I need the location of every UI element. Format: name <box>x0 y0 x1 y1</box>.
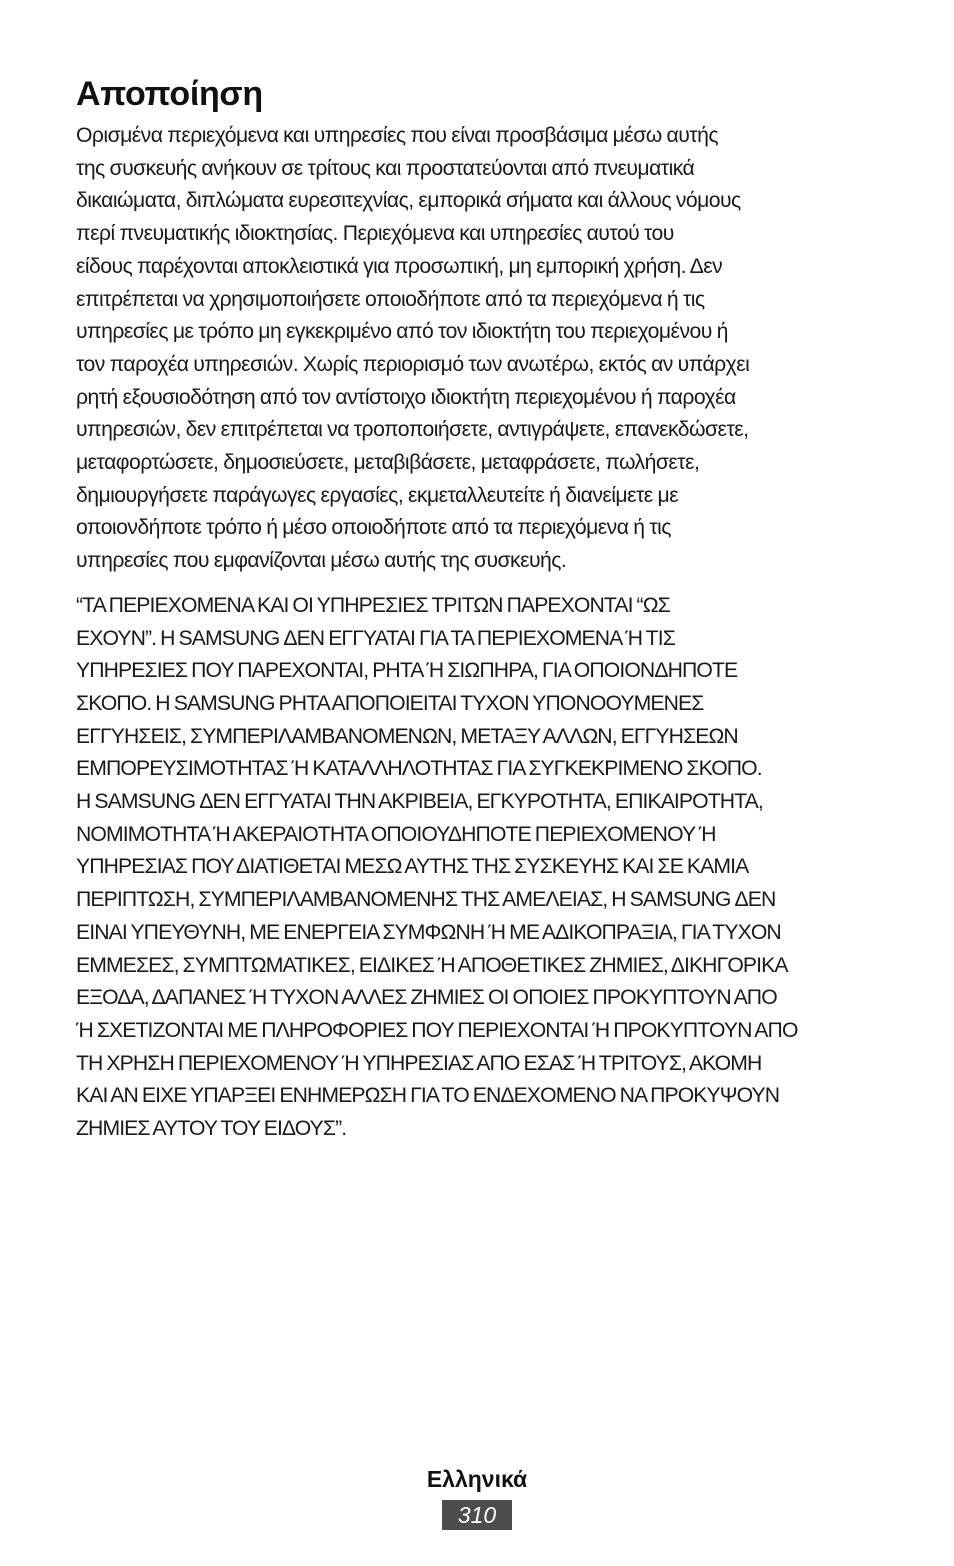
text-line: Ορισμένα περιεχόμενα και υπηρεσίες που είναι προσβάσιμα μέσω αυτής <box>76 124 718 147</box>
text-line: δικαιώματα, διπλώματα ευρεσιτεχνίας, εμπορικά σήματα και άλλους νόμους <box>76 189 741 213</box>
text-line: υπηρεσιών, δεν επιτρέπεται να τροποποιήσετε, αντιγράψετε, επανεκδώσετε, <box>76 418 749 442</box>
text-line: ΕΧΟΥΝ”. Η SAMSUNG ΔΕΝ ΕΓΓΥΑΤΑΙ ΓΙΑ ΤΑ ΠΕΡΙΕΧΟΜΕΝΑ Ή ΤΙΣ <box>76 626 675 650</box>
text-line: Ή ΣΧΕΤΙΖΟΝΤΑΙ ΜΕ ΠΛΗΡΟΦΟΡΙΕΣ ΠΟΥ ΠΕΡΙΕΧΟΝΤΑΙ Ή ΠΡΟΚΥΠΤΟΥΝ ΑΠΟ <box>76 1018 798 1042</box>
text-line: ΤΗ ΧΡΗΣΗ ΠΕΡΙΕΧΟΜΕΝΟΥ Ή ΥΠΗΡΕΣΙΑΣ ΑΠΟ ΕΣΑΣ Ή ΤΡΙΤΟΥΣ, ΑΚΟΜΗ <box>76 1051 762 1075</box>
text-line: υπηρεσίες που εμφανίζονται μέσω αυτής της συσκευής. <box>76 549 567 573</box>
paragraph-intro <box>76 120 886 578</box>
text-line: ΕΜΠΟΡΕΥΣΙΜΟΤΗΤΑΣ Ή ΚΑΤΑΛΛΗΛΟΤΗΤΑΣ ΓΙΑ ΣΥΓΚΕΚΡΙΜΕΝΟ ΣΚΟΠΟ. <box>76 757 762 781</box>
text-line: Η SAMSUNG ΔΕΝ ΕΓΓΥΑΤΑΙ ΤΗΝ ΑΚΡΙΒΕΙΑ, ΕΓΚΥΡΟΤΗΤΑ, ΕΠΙΚΑΙΡΟΤΗΤΑ, <box>76 790 763 814</box>
page-title: Αποποίηση <box>76 75 263 113</box>
page-footer <box>0 1462 954 1530</box>
text-line: ΚΑΙ ΑΝ ΕΙΧΕ ΥΠΑΡΞΕΙ ΕΝΗΜΕΡΩΣΗ ΓΙΑ ΤΟ ΕΝΔΕΧΟΜΕΝΟ ΝΑ ΠΡΟΚΥΨΟΥΝ <box>76 1084 780 1108</box>
paragraph-disclaimer-caps <box>76 590 886 1146</box>
text-line: είδους παρέχονται αποκλειστικά για προσωπική, μη εμπορική χρήση. Δεν <box>76 254 723 278</box>
text-line: της συσκευής ανήκουν σε τρίτους και προστατεύονται από πνευματικά <box>76 156 695 180</box>
text-line: δημιουργήσετε παράγωγες εργασίες, εκμεταλλευτείτε ή διανείμετε με <box>76 483 679 507</box>
text-line: ΖΗΜΙΕΣ ΑΥΤΟΥ ΤΟΥ ΕΙΔΟΥΣ”. <box>76 1117 347 1141</box>
text-line: ΕΙΝΑΙ ΥΠΕΥΘΥΝΗ, ΜΕ ΕΝΕΡΓΕΙΑ ΣΥΜΦΩΝΗ Ή ΜΕ ΑΔΙΚΟΠΡΑΞΙΑ, ΓΙΑ ΤΥΧΟΝ <box>76 920 781 944</box>
footer-language-label: Ελληνικά <box>426 1466 528 1492</box>
text-line: ρητή εξουσιοδότηση από τον αντίστοιχο ιδιοκτήτη περιεχομένου ή παροχέα <box>76 385 736 409</box>
text-line: ΕΞΟΔΑ, ΔΑΠΑΝΕΣ Ή ΤΥΧΟΝ ΑΛΛΕΣ ΖΗΜΙΕΣ ΟΙ ΟΠΟΙΕΣ ΠΡΟΚΥΠΤΟΥΝ ΑΠΟ <box>76 986 777 1010</box>
text-line: υπηρεσίες με τρόπο μη εγκεκριμένο από τον ιδιοκτήτη του περιεχομένου ή <box>76 320 728 344</box>
text-line: ΥΠΗΡΕΣΙΑΣ ΠΟΥ ΔΙΑΤΙΘΕΤΑΙ ΜΕΣΩ ΑΥΤΗΣ ΤΗΣ ΣΥΣΚΕΥΗΣ ΚΑΙ ΣΕ ΚΑΜΙΑ <box>76 855 749 879</box>
page-number-badge: 310 <box>442 1500 512 1530</box>
text-line: ΣΚΟΠΟ. Η SAMSUNG ΡΗΤΑ ΑΠΟΠΟΙΕΙΤΑΙ ΤΥΧΟΝ ΥΠΟΝΟΟΥΜΕΝΕΣ <box>76 691 704 715</box>
text-line: περί πνευματικής ιδιοκτησίας. Περιεχόμενα και υπηρεσίες αυτού του <box>76 222 674 246</box>
text-line: ΝΟΜΙΜΟΤΗΤΑ Ή ΑΚΕΡΑΙΟΤΗΤΑ ΟΠΟΙΟΥΔΗΠΟΤΕ ΠΕΡΙΕΧΟΜΕΝΟΥ Ή <box>76 822 716 846</box>
document-content <box>76 70 886 1146</box>
text-line: ΕΜΜΕΣΕΣ, ΣΥΜΠΤΩΜΑΤΙΚΕΣ, ΕΙΔΙΚΕΣ Ή ΑΠΟΘΕΤΙΚΕΣ ΖΗΜΙΕΣ, ΔΙΚΗΓΟΡΙΚΑ <box>76 953 788 977</box>
text-line: ΠΕΡΙΠΤΩΣΗ, ΣΥΜΠΕΡΙΛΑΜΒΑΝΟΜΕΝΗΣ ΤΗΣ ΑΜΕΛΕΙΑΣ, Η SAMSUNG ΔΕΝ <box>76 888 776 912</box>
text-line: ΥΠΗΡΕΣΙΕΣ ΠΟΥ ΠΑΡΕΧΟΝΤΑΙ, ΡΗΤΑ Ή ΣΙΩΠΗΡΑ, ΓΙΑ ΟΠΟΙΟΝΔΗΠΟΤΕ <box>76 659 738 683</box>
text-line: μεταφορτώσετε, δημοσιεύσετε, μεταβιβάσετε, μεταφράσετε, πωλήσετε, <box>76 451 700 475</box>
text-line: ΕΓΓΥΗΣΕΙΣ, ΣΥΜΠΕΡΙΛΑΜΒΑΝΟΜΕΝΩΝ, ΜΕΤΑΞΥ ΑΛΛΩΝ, ΕΓΓΥΗΣΕΩΝ <box>76 724 738 748</box>
text-line: οποιονδήποτε τρόπο ή μέσο οποιοδήποτε από τα περιεχόμενα ή τις <box>76 516 671 540</box>
paragraph-gap <box>76 578 886 590</box>
text-line: τον παροχέα υπηρεσιών. Χωρίς περιορισμό των ανωτέρω, εκτός αν υπάρχει <box>76 352 750 376</box>
text-line: “ΤΑ ΠΕΡΙΕΧΟΜΕΝΑ ΚΑΙ ΟΙ ΥΠΗΡΕΣΙΕΣ ΤΡΙΤΩΝ ΠΑΡΕΧΟΝΤΑΙ “ΩΣ <box>76 593 670 617</box>
text-line: επιτρέπεται να χρησιμοποιήσετε οποιοδήποτε από τα περιεχόμενα ή τις <box>76 287 705 311</box>
